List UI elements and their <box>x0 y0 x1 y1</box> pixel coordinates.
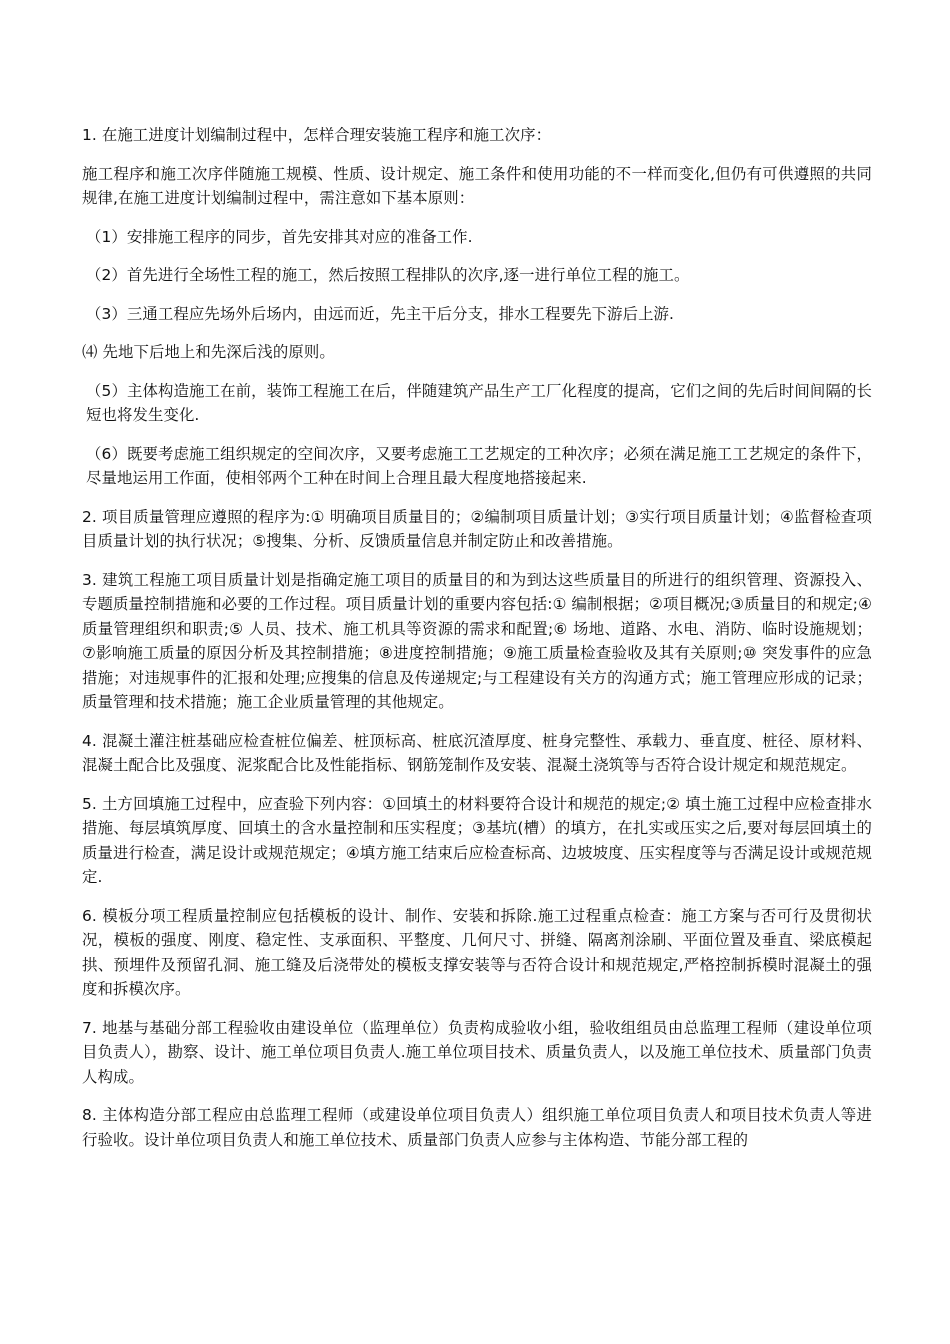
item-7-foundation-acceptance: 7. 地基与基础分部工程验收由建设单位（监理单位）负责构成验收小组，验收组组员由总监理工程师（建设单位项目负责人），勘察、设计、施工单位项目负责人.施工单位项目技术、质量负责人，以及施工单位技术、质量部门负责人构成。 <box>82 1018 872 1086</box>
item-8-main-structure-acceptance: 8. 主体构造分部工程应由总监理工程师（或建设单位项目负责人）组织施工单位项目负责人和项目技术负责人等进行验收。设计单位项目负责人和施工单位技术、质量部门负责人应参与主体构造、节能分部工程的 <box>82 1106 872 1149</box>
principle-4: ⑷ 先地下后地上和先深后浅的原则。 <box>82 343 335 361</box>
heading-item-1: 1. 在施工进度计划编制过程中，怎样合理安装施工程序和施工次序： <box>82 126 552 144</box>
item-4-pile-inspection: 4. 混凝土灌注桩基础应检查桩位偏差、桩顶标高、桩底沉渣厚度、桩身完整性、承载力、垂直度、桩径、原材料、混凝土配合比及强度、泥浆配合比及性能指标、钢筋笼制作及安装、混凝土浇筑等与否符合设计规定和规范规定。 <box>82 731 872 774</box>
item-2-quality-procedure: 2. 项目质量管理应遵照的程序为:① 明确项目质量目的；②编制项目质量计划；③实行项目质量计划；④监督检查项目质量计划的执行状况；⑤搜集、分析、反馈质量信息并制定防止和改善措施。 <box>82 507 872 550</box>
document-page <box>82 123 872 1166</box>
intro-paragraph: 施工程序和施工次序伴随施工规模、性质、设计规定、施工条件和使用功能的不一样而变化,但仍有可供遵照的共同规律,在施工进度计划编制过程中，需注意如下基本原则： <box>82 164 872 207</box>
principle-6: （6）既要考虑施工组织规定的空间次序，又要考虑施工工艺规定的工种次序；必须在满足施工工艺规定的条件下，尽量地运用工作面，使相邻两个工种在时间上合理且最大程度地搭接起来. <box>86 444 872 487</box>
principle-5: （5）主体构造施工在前，装饰工程施工在后，伴随建筑产品生产工厂化程度的提高，它们之间的先后时间间隔的长短也将发生变化. <box>86 381 872 424</box>
principle-3: （3）三通工程应先场外后场内，由远而近，先主干后分支，排水工程要先下游后上游. <box>86 304 675 323</box>
item-6-formwork: 6. 模板分项工程质量控制应包括模板的设计、制作、安装和拆除.施工过程重点检查：施工方案与否可行及贯彻状况，模板的强度、刚度、稳定性、支承面积、平整度、几何尺寸、拼缝、隔离剂涂刷、平面位置及垂直、梁底模起拱、预埋件及预留孔洞、施工缝及后浇带处的模板支撑安装等与否符合设计和规范规定,严格控制拆模时混凝土的强度和拆模次序。 <box>82 906 872 998</box>
item-5-backfill: 5. 土方回填施工过程中，应查验下列内容：①回填土的材料要符合设计和规范的规定;② 填土施工过程中应检查排水措施、每层填筑厚度、回填土的含水量控制和压实程度；③基坑(槽）的填方，在扎实或压实之后,要对每层回填土的质量进行检查，满足设计或规范规定；④填方施工结束后应检查标高、边坡坡度、压实程度等与否满足设计或规范规定. <box>82 794 872 886</box>
item-3-quality-plan: 3. 建筑工程施工项目质量计划是指确定施工项目的质量目的和为到达这些质量目的所进行的组织管理、资源投入、专题质量控制措施和必要的工作过程。项目质量计划的重要内容包括:① 编制根据；②项目概况;③质量目的和规定;④ 质量管理组织和职责;⑤ 人员、技术、施工机具等资源的需求和配置;⑥ 场地、道路、水电、消防、临时设施规划；⑦影响施工质量的原因分析及其控制措施；⑧进度控制措施；⑨施工质量检查验收及其有关原则;⑩ 突发事件的应急措施；对违规事件的汇报和处理;应搜集的信息及传递规定;与工程建设有关方的沟通方式；施工管理应形成的记录；质量管理和技术措施；施工企业质量管理的其他规定。 <box>82 570 872 711</box>
principle-1: （1）安排施工程序的同步，首先安排其对应的准备工作. <box>86 227 473 246</box>
principle-2: （2）首先进行全场性工程的施工，然后按照工程排队的次序,逐一进行单位工程的施工。 <box>86 266 690 284</box>
